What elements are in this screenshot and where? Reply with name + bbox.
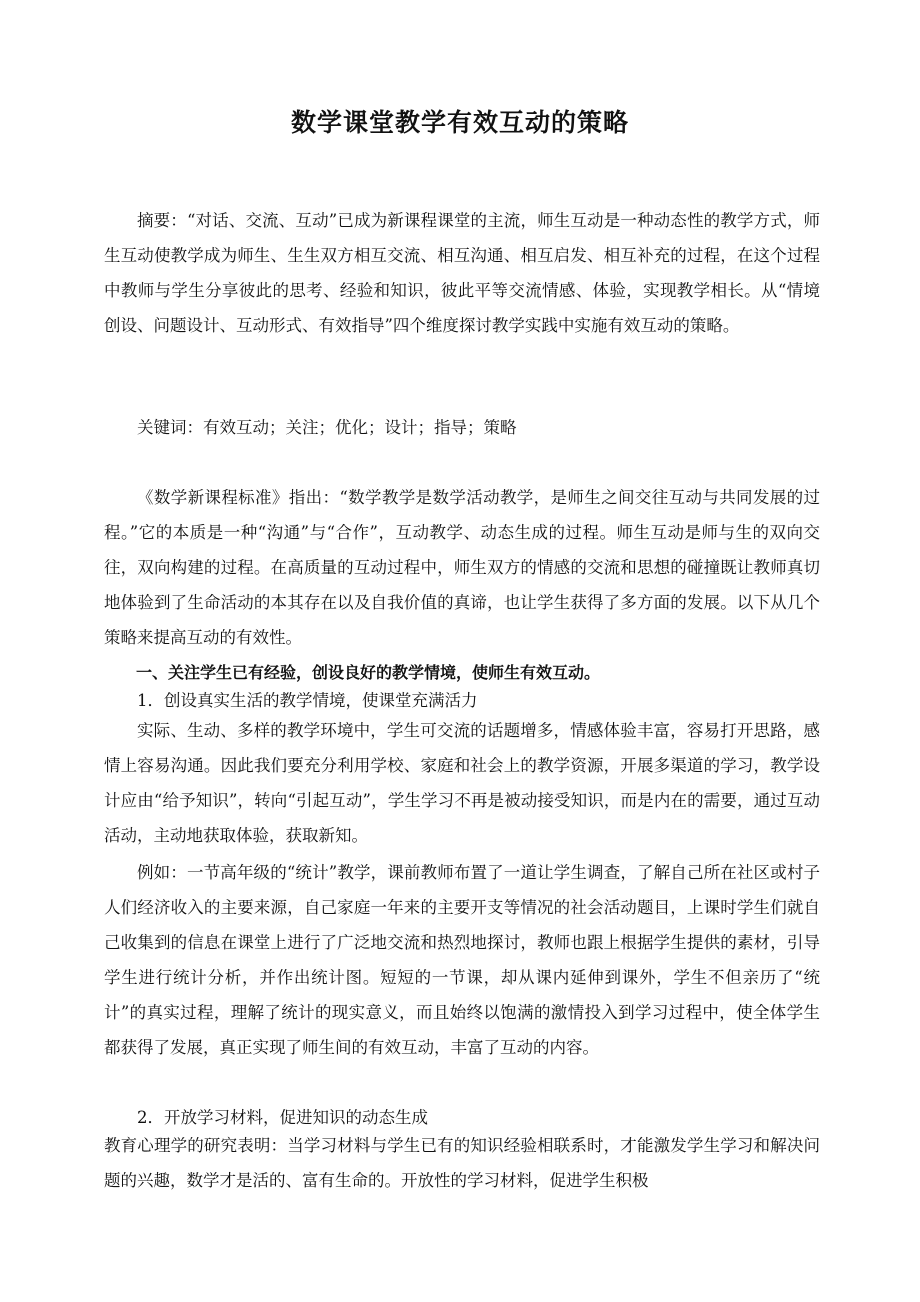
subsection-heading-2: 2．开放学习材料，促进知识的动态生成 — [137, 1108, 428, 1127]
body-paragraph-1: 实际、生动、多样的教学环境中，学生可交流的话题增多，情感体验丰富，容易打开思路，感情上容易沟通。因此我们要充分利用学校、家庭和社会上的教学资源，开展多渠道的学习，教学设计应由“给予知识”，转向“引起互动”，学生学习不再是被动接受知识，而是内在的需要，通过互动活动，主动地获取体验，获取新知。 — [104, 721, 820, 845]
abstract-paragraph: 摘要：“对话、交流、互动”已成为新课程课堂的主流，师生互动是一种动态性的教学方式，师生互动使教学成为师生、生生双方相互交流、相互沟通、相互启发、相互补充的过程，在这个过程中教师与学生分享彼此的思考、经验和知识，彼此平等交流情感、体验，实现教学相长。从“情境创设、问题设计、互动形式、有效指导”四个维度探讨教学实践中实施有效互动的策略。 — [104, 211, 820, 335]
document-title: 数学课堂教学有效互动的策略 — [290, 108, 629, 137]
section-heading-1: 一、关注学生已有经验，创设良好的教学情境，使师生有效互动。 — [136, 663, 601, 682]
body-paragraph-2: 例如：一节高年级的“统计”教学，课前教师布置了一道让学生调查，了解自己所在社区或村子人们经济收入的主要来源，自己家庭一年来的主要开支等情况的社会活动题目，上课时学生们就自己收集到的信息在课堂上进行了广泛地交流和热烈地探讨，教师也跟上根据学生提供的素材，引导学生进行统计分析，并作出统计图。短短的一节课，却从课内延伸到课外，学生不但亲历了“统计”的真实过程，理解了统计的现实意义，而且始终以饱满的激情投入到学习过程中，使全体学生都获得了发展，真正实现了师生间的有效互动，丰富了互动的内容。 — [104, 863, 820, 1057]
subsection-heading-1: 1．创设真实生活的教学情境，使课堂充满活力 — [137, 691, 478, 710]
keywords-line: 关键词：有效互动；关注；优化；设计；指导；策略 — [137, 418, 517, 437]
body-paragraph-3: 教育心理学的研究表明：当学习材料与学生已有的知识经验相联系时，才能激发学生学习和解决问题的兴趣，数学才是活的、富有生命的。开放性的学习材料，促进学生积极 — [104, 1136, 820, 1190]
intro-paragraph: 《数学新课程标准》指出：“数学教学是数学活动教学，是师生之间交往互动与共同发展的过程。”它的本质是一种“沟通”与“合作”，互动教学、动态生成的过程。师生互动是师与生的双向交往，双向构建的过程。在高质量的互动过程中，师生双方的情感的交流和思想的碰撞既让教师真切地体验到了生命活动的本其存在以及自我价值的真谛，也让学生获得了多方面的发展。以下从几个策略来提高互动的有效性。 — [104, 488, 820, 647]
